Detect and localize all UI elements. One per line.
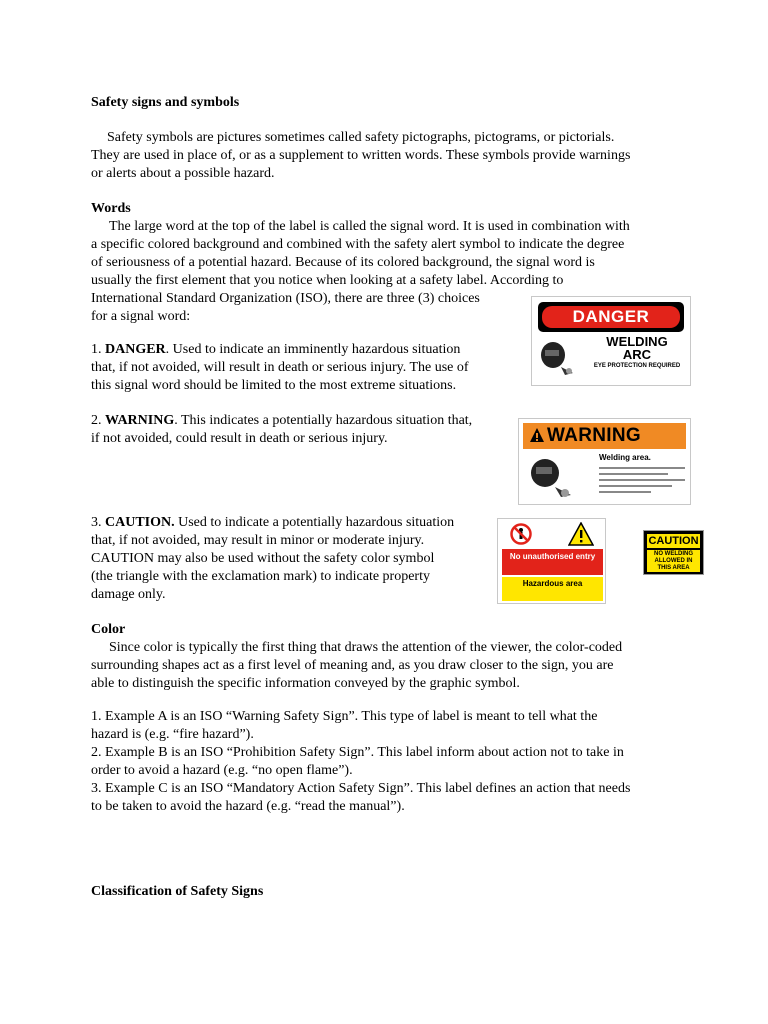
intro-line: They are used in place of, or as a supplement to written words. These symbols provide warnings — [91, 148, 631, 163]
welder-mask-icon — [527, 455, 573, 499]
warning-triangle-icon — [568, 522, 594, 546]
warning-sign-text-block — [599, 453, 685, 501]
intro-line: or alerts about a possible hazard. — [91, 166, 275, 181]
warning-welding-sign-image — [518, 418, 691, 505]
no-entry-prohibition-icon — [510, 523, 532, 545]
section-heading-words: Words — [91, 201, 131, 216]
illegible-text-line — [599, 473, 668, 475]
section-heading-color: Color — [91, 622, 126, 637]
warning-number: 2. — [91, 413, 105, 428]
no-entry-red-panel: No unauthorised entry — [502, 549, 603, 575]
caution-text: Used to indicate a potentially hazardous situation — [174, 515, 455, 530]
caution-sign-header: CAUTION — [648, 535, 699, 547]
color-line: able to distinguish the specific information conveyed by the graphic symbol. — [91, 676, 520, 691]
example-line: 2. Example B is an ISO “Prohibition Safety Sign”. This label inform about action not to take in — [91, 745, 624, 760]
illegible-text-line — [599, 485, 672, 487]
warning-definition — [91, 412, 472, 430]
danger-sign-line-welding: WELDING — [606, 334, 668, 349]
caution-line: CAUTION may also be used without the safety color symbol — [91, 551, 435, 566]
caution-no-welding-sign-image — [643, 530, 704, 575]
example-line: hazard is (e.g. “fire hazard”). — [91, 727, 254, 742]
warning-triangle-icon — [529, 427, 545, 443]
danger-number: 1. — [91, 342, 105, 357]
caution-term: CAUTION. — [105, 515, 175, 530]
section-heading-classification: Classification of Safety Signs — [91, 884, 264, 899]
danger-welding-sign-image — [531, 296, 691, 386]
warning-term: WARNING — [105, 413, 175, 428]
caution-line: damage only. — [91, 587, 166, 602]
danger-banner — [538, 302, 684, 332]
danger-text: . Used to indicate an imminently hazardous situation — [165, 342, 461, 357]
danger-line: that, if not avoided, will result in death or serious injury. The use of — [91, 360, 469, 375]
warning-line: if not avoided, could result in death or serious injury. — [91, 431, 388, 446]
warning-sign-line-welding-area: Welding area. — [599, 453, 651, 462]
hazardous-area-yellow-panel: Hazardous area — [502, 577, 603, 601]
danger-banner-label: DANGER — [542, 306, 680, 328]
warning-banner-label: WARNING — [547, 425, 641, 446]
danger-sign-line-eye-protection: EYE PROTECTION REQUIRED — [593, 363, 681, 369]
example-line: to be taken to avoid the hazard (e.g. “read the manual”). — [91, 799, 405, 814]
example-line: order to avoid a hazard (e.g. “no open flame”). — [91, 763, 353, 778]
warning-text: . This indicates a potentially hazardous situation that, — [174, 413, 473, 428]
words-line: The large word at the top of the label is called the signal word. It is used in combination with — [109, 219, 630, 234]
caution-line: that, if not avoided, may result in minor or moderate injury. — [91, 533, 425, 548]
illegible-text-line — [599, 479, 685, 481]
caution-line: (the triangle with the exclamation mark) to indicate property — [91, 569, 430, 584]
warning-banner — [523, 423, 686, 449]
illegible-text-line — [599, 491, 651, 493]
no-unauthorised-entry-sign-image — [497, 518, 606, 604]
words-line: of seriousness of a potential hazard. Because of its colored background, the signal word is — [91, 255, 595, 270]
example-line: 3. Example C is an ISO “Mandatory Action Safety Sign”. This label defines an action that needs — [91, 781, 631, 796]
color-line: surrounding shapes act as a first level of meaning and, as you draw closer to the sign, you are — [91, 658, 614, 673]
caution-number: 3. — [91, 515, 105, 530]
example-line: 1. Example A is an ISO “Warning Safety Sign”. This type of label is meant to tell what the — [91, 709, 598, 724]
caution-definition — [91, 514, 454, 532]
intro-line: Safety symbols are pictures sometimes called safety pictographs, pictograms, or pictorials. — [107, 130, 615, 145]
danger-definition — [91, 341, 460, 359]
words-line: usually the first element that you notice when looking at a safety label. According to — [91, 273, 564, 288]
danger-line: this signal word should be limited to the most extreme situations. — [91, 378, 457, 393]
section-heading-safety-signs: Safety signs and symbols — [91, 95, 240, 110]
words-line: a specific colored background and combined with the safety alert symbol to indicate the degree — [91, 237, 625, 252]
words-line: for a signal word: — [91, 309, 191, 324]
illegible-text-line — [599, 467, 685, 469]
danger-sign-line-arc: ARC — [622, 347, 652, 362]
welder-mask-icon — [539, 337, 575, 377]
caution-sign-message: NO WELDING ALLOWED IN THIS AREA — [647, 550, 700, 572]
color-line: Since color is typically the first thing that draws the attention of the viewer, the color-coded — [109, 640, 623, 655]
danger-term: DANGER — [105, 342, 166, 357]
words-line: International Standard Organization (ISO), there are three (3) choices — [91, 291, 480, 306]
